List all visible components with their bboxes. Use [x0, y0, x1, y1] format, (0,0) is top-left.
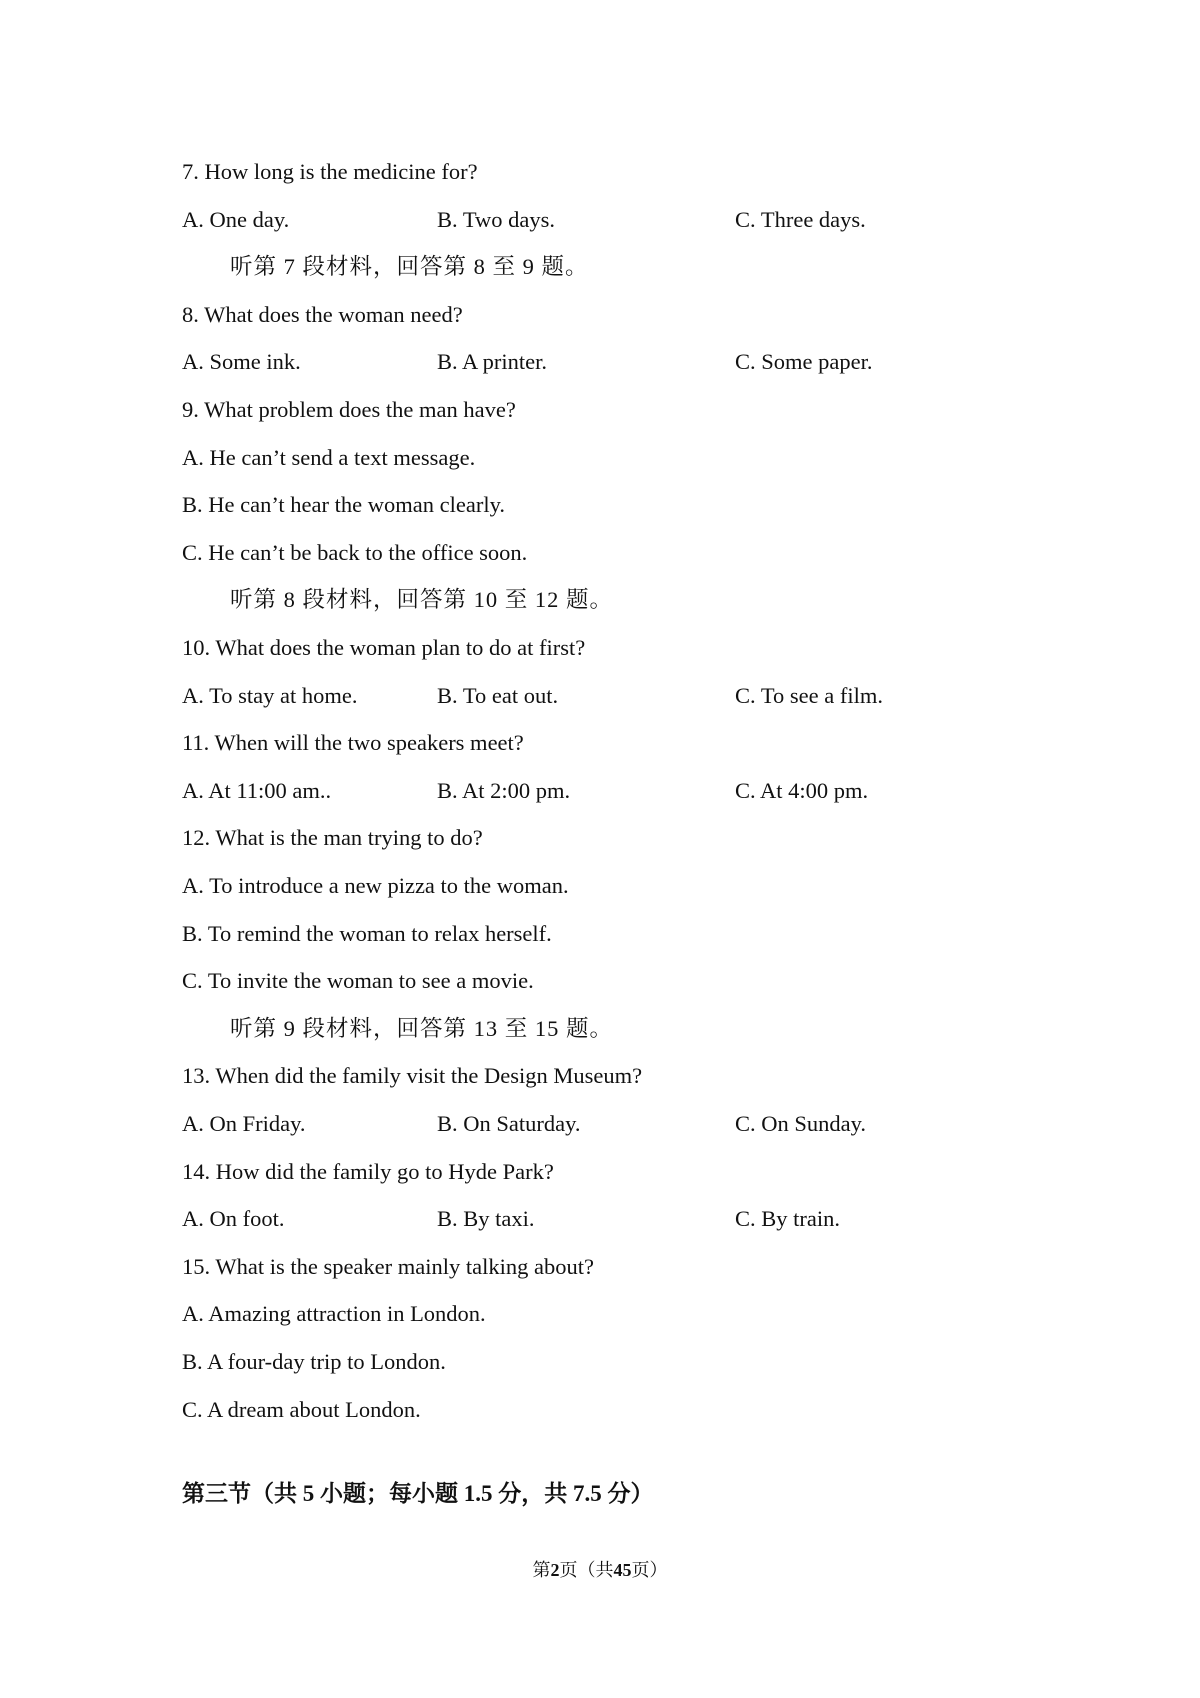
option-c: C. Three days.: [735, 207, 866, 232]
option-a: A. On foot.: [182, 1206, 285, 1231]
question-line: 14. How did the family go to Hyde Park?: [182, 1159, 554, 1184]
question-line: B. A four-day trip to London.: [182, 1349, 446, 1374]
option-b: B. By taxi.: [437, 1206, 535, 1231]
segment-instruction: 听第 9 段材料，回答第 13 至 15 题。: [230, 1016, 614, 1041]
option-c: C. By train.: [735, 1206, 840, 1231]
question-line: 10. What does the woman plan to do at first?: [182, 635, 586, 660]
option-b: B. To eat out.: [437, 683, 559, 708]
option-c: C. At 4:00 pm.: [735, 778, 869, 803]
option-b: B. At 2:00 pm.: [437, 778, 571, 803]
option-b: B. Two days.: [437, 207, 556, 232]
footer-suffix: 页）: [631, 1560, 668, 1580]
option-a: A. Some ink.: [182, 349, 301, 374]
footer-prefix: 第: [532, 1560, 551, 1580]
footer-page-number: 2: [550, 1560, 560, 1580]
question-line: C. To invite the woman to see a movie.: [182, 968, 534, 993]
question-line: B. To remind the woman to relax herself.: [182, 921, 552, 946]
question-line: A. To introduce a new pizza to the woman.: [182, 873, 569, 898]
question-line: 11. When will the two speakers meet?: [182, 730, 524, 755]
footer-total-pages: 45: [613, 1560, 632, 1580]
question-line: C. A dream about London.: [182, 1397, 421, 1422]
footer-middle: 页（共: [559, 1560, 614, 1580]
question-line: 13. When did the family visit the Design Museum?: [182, 1063, 643, 1088]
option-b: B. On Saturday.: [437, 1111, 581, 1136]
option-a: A. At 11:00 am..: [182, 778, 332, 803]
question-line: A. Amazing attraction in London.: [182, 1301, 486, 1326]
question-line: 8. What does the woman need?: [182, 302, 463, 327]
question-line: 15. What is the speaker mainly talking about?: [182, 1254, 594, 1279]
option-a: A. On Friday.: [182, 1111, 306, 1136]
question-line: 7. How long is the medicine for?: [182, 159, 478, 184]
option-c: C. Some paper.: [735, 349, 873, 374]
question-line: B. He can’t hear the woman clearly.: [182, 492, 505, 517]
option-a: A. To stay at home.: [182, 683, 358, 708]
segment-instruction: 听第 7 段材料，回答第 8 至 9 题。: [230, 254, 589, 279]
section-title: 第三节（共 5 小题；每小题 1.5 分，共 7.5 分）: [182, 1481, 654, 1506]
question-line: 9. What problem does the man have?: [182, 397, 516, 422]
question-line: 12. What is the man trying to do?: [182, 825, 483, 850]
option-c: C. On Sunday.: [735, 1111, 867, 1136]
page-footer: [0, 1558, 1200, 1582]
question-line: A. He can’t send a text message.: [182, 445, 476, 470]
segment-instruction: 听第 8 段材料，回答第 10 至 12 题。: [230, 587, 614, 612]
option-c: C. To see a film.: [735, 683, 883, 708]
question-line: C. He can’t be back to the office soon.: [182, 540, 528, 565]
option-b: B. A printer.: [437, 349, 548, 374]
option-a: A. One day.: [182, 207, 290, 232]
